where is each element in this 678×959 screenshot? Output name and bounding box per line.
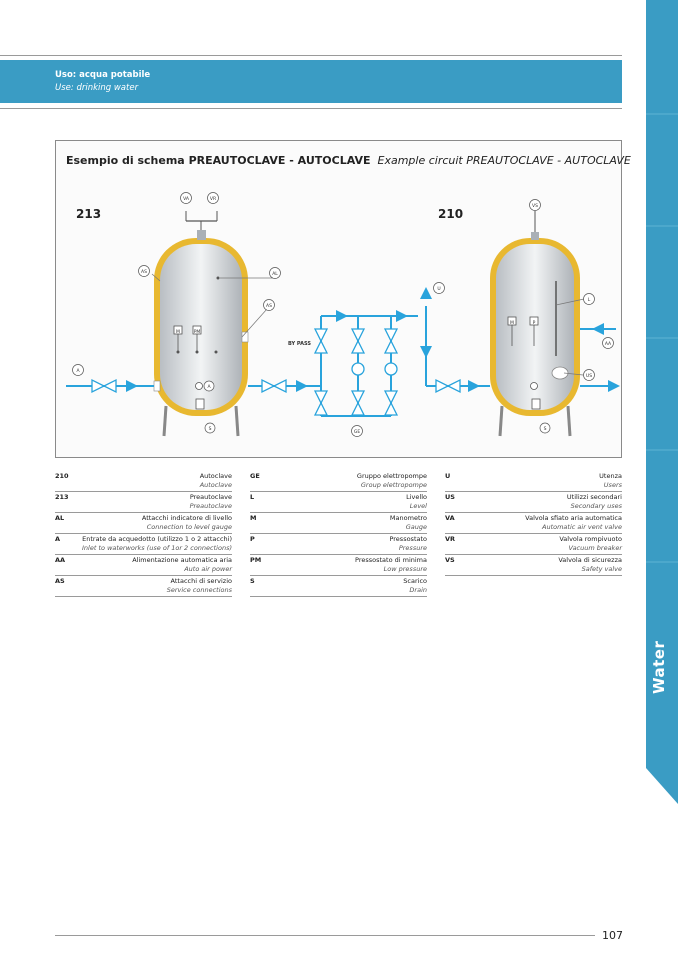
legend-italian: Utenza [599, 472, 622, 480]
callout-m: M [176, 330, 180, 335]
tank-213-label: 213 [76, 207, 102, 221]
callout-va: VA [183, 197, 189, 202]
page-number: 107 [602, 929, 623, 942]
legend-english: Gauge [405, 523, 427, 531]
legend-code: PM [250, 556, 262, 564]
callout-s-left: S [208, 427, 212, 432]
figure-title-italian: Esempio di schema PREAUTOCLAVE - AUTOCLAVE [66, 154, 371, 167]
legend-row [250, 471, 427, 492]
legend-code: VS [445, 556, 455, 564]
legend-row [55, 471, 232, 492]
legend-italian: Gruppo elettropompe [356, 472, 427, 480]
legend-column-2 [250, 471, 427, 597]
legend-english: Vacuum breaker [568, 544, 622, 552]
callout-l: L [587, 298, 591, 303]
circuit-figure [55, 140, 631, 458]
legend-code: GE [250, 472, 260, 480]
legend-english: Safety valve [581, 565, 622, 573]
callout-aa: AA [604, 342, 612, 347]
callout-m-right: M [510, 321, 514, 326]
callout-us: US [585, 374, 593, 379]
legend-row [445, 513, 622, 534]
legend-column-1 [55, 471, 232, 597]
legend-code: 213 [55, 493, 69, 501]
circuit-diagram [56, 141, 623, 459]
legend-english: Pressure [398, 544, 427, 552]
callout-a-inlet: A [76, 369, 80, 374]
legend-row [55, 492, 232, 513]
callout-p-right: P [532, 321, 536, 326]
legend-italian: Valvola di sicurezza [558, 556, 622, 564]
legend-italian: Valvola rompivuoto [559, 535, 622, 543]
legend-row [445, 471, 622, 492]
legend-code: VA [445, 514, 455, 522]
legend-code: P [250, 535, 255, 543]
legend-italian: Manometro [389, 514, 427, 522]
legend-row [55, 555, 232, 576]
callout-u: U [437, 287, 441, 292]
legend-row [445, 534, 622, 555]
legend-column-3 [445, 471, 622, 576]
side-tab-label: Water [650, 640, 668, 694]
legend-english: Connection to level gauge [146, 523, 232, 531]
legend-code: AS [55, 577, 65, 585]
legend-italian: Autoclave [199, 472, 232, 480]
legend-code: AL [55, 514, 65, 522]
legend-italian: Entrate da acquedotto (utilizzo 1 o 2 attacchi) [82, 535, 232, 543]
usage-english: Use: drinking water [55, 83, 139, 93]
legend-row [250, 513, 427, 534]
legend-english: Secondary uses [570, 502, 622, 510]
legend-english: Automatic air vent valve [542, 523, 622, 531]
legend-english: Service connections [166, 586, 232, 594]
callout-a-tank: A [207, 385, 211, 390]
preautoclave-tank [154, 211, 248, 436]
legend-italian: Attacchi di servizio [170, 577, 232, 585]
legend-code: A [55, 535, 61, 543]
valves [92, 329, 460, 415]
legend-english: Drain [409, 586, 427, 594]
legend-italian: Livello [406, 493, 427, 501]
legend-code: 210 [55, 472, 69, 480]
legend-row [250, 534, 427, 555]
legend-english: Level [409, 502, 427, 510]
legend-row [55, 513, 232, 534]
legend-code: US [445, 493, 455, 501]
bypass-label: BY PASS [288, 341, 311, 347]
legend-italian: Attacchi indicatore di livello [141, 514, 232, 522]
legend-row [445, 555, 622, 576]
legend-code: S [250, 577, 255, 585]
legend-italian: Preautoclave [189, 493, 232, 501]
callout-as: AS [141, 270, 147, 275]
legend-code: AA [55, 556, 66, 564]
legend-code: U [445, 472, 451, 480]
legend-english: Auto air power [184, 565, 232, 573]
legend-italian: Pressostato [389, 535, 427, 543]
legend-english: Autoclave [199, 481, 232, 489]
callout-pm: PM [193, 330, 201, 335]
legend-english: Users [603, 481, 622, 489]
tank-210-label: 210 [438, 207, 464, 221]
footer-rule [55, 935, 595, 936]
callout-ge: GE [353, 430, 361, 435]
legend-row [55, 534, 232, 555]
legend-code: VR [445, 535, 456, 543]
legend-english: Inlet to waterworks (use of 1or 2 connections) [82, 544, 232, 552]
legend-code: L [250, 493, 255, 501]
legend-italian: Valvola sfiato aria automatica [525, 514, 622, 522]
callout-as-2: AS [266, 304, 272, 309]
legend-row [250, 492, 427, 513]
legend-code: M [250, 514, 257, 522]
callout-s-right: S [543, 427, 547, 432]
legend-row [250, 576, 427, 597]
legend-italian: Utilizzi secondari [566, 493, 622, 501]
callout-al: AL [272, 272, 278, 277]
callout-vs: VS [532, 204, 538, 209]
legend-italian: Pressostato di minima [355, 556, 427, 564]
legend-english: Preautoclave [189, 502, 232, 510]
legend-italian: Alimentazione automatica aria [132, 556, 232, 564]
legend-english: Group elettropompe [360, 481, 427, 489]
legend-english: Low pressure [383, 565, 427, 573]
legend-row [250, 555, 427, 576]
callout-vr: VR [209, 197, 217, 202]
usage-italian: Uso: acqua potabile [55, 70, 151, 80]
legend-row [55, 576, 232, 597]
figure-title-english: Example circuit PREAUTOCLAVE - AUTOCLAVE [377, 154, 631, 167]
legend-row [445, 492, 622, 513]
legend-italian: Scarico [403, 577, 427, 585]
